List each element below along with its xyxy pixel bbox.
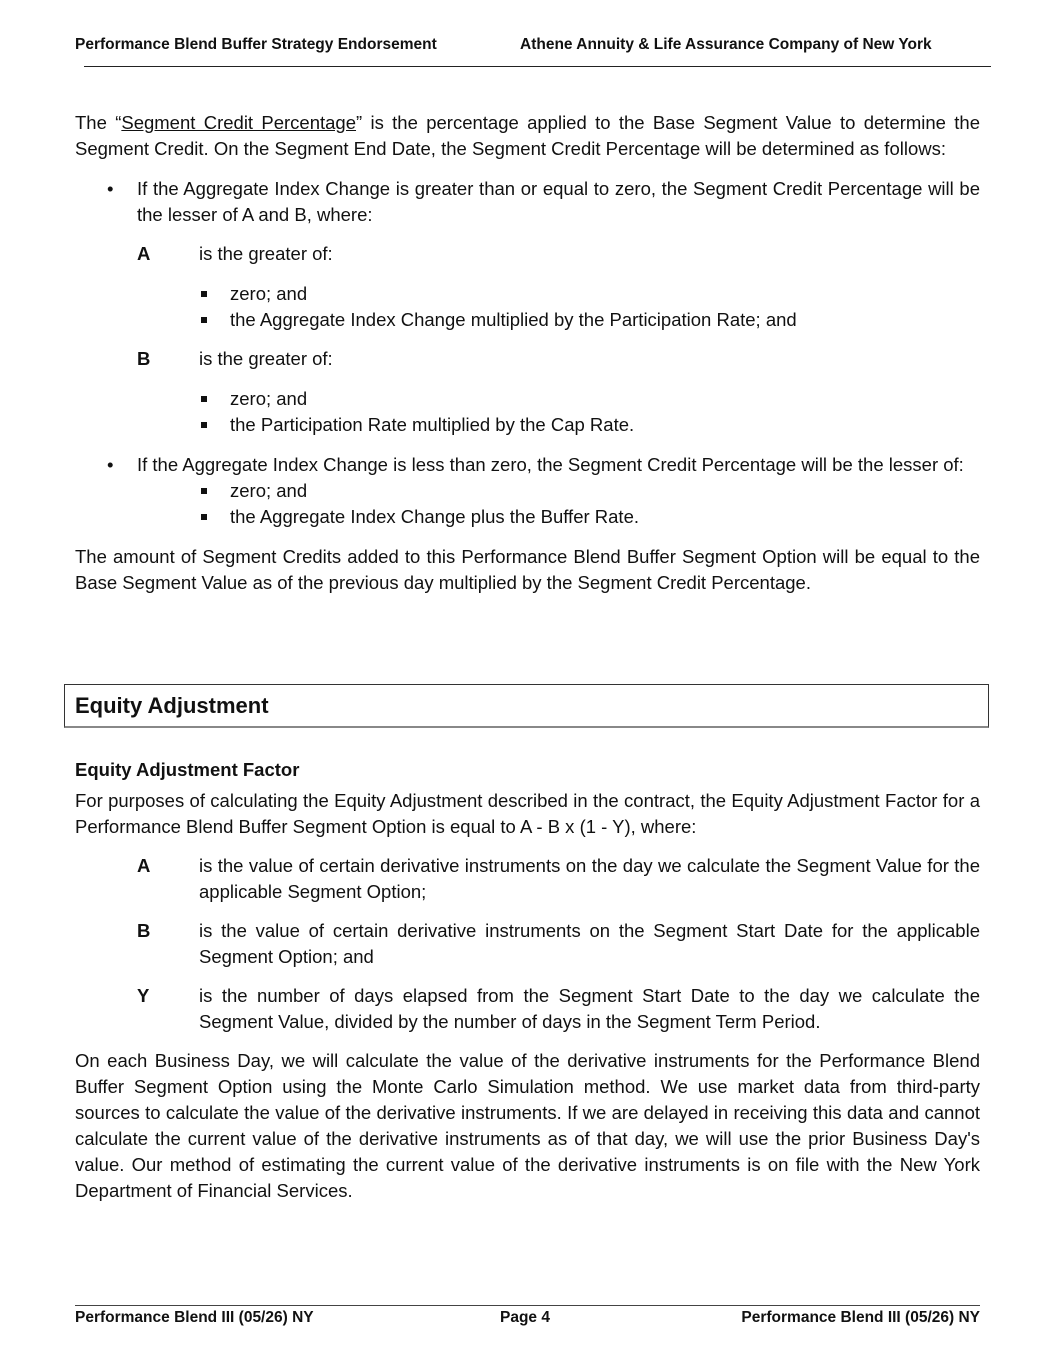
segment-credit-section bbox=[75, 110, 980, 596]
square-bullet-icon bbox=[201, 514, 207, 520]
list-item: the Aggregate Index Change plus the Buffer Rate. bbox=[75, 504, 980, 530]
square-bullet-icon bbox=[201, 422, 207, 428]
definition-term: Y bbox=[137, 985, 150, 1006]
list-item: the Participation Rate multiplied by the Cap Rate. bbox=[75, 412, 980, 438]
subheading: Equity Adjustment Factor bbox=[75, 759, 300, 780]
square-bullet-icon bbox=[201, 291, 207, 297]
header-divider bbox=[84, 66, 991, 67]
defined-term-segment-credit-percentage: Segment Credit Percentage bbox=[121, 112, 357, 133]
definition-term: A bbox=[137, 243, 151, 264]
definition-b: B is the value of certain derivative instruments on the Segment Start Date for the applicable Segment Option; and bbox=[137, 920, 980, 967]
bullet-icon: • bbox=[107, 454, 114, 475]
list-item: zero; and bbox=[75, 386, 980, 412]
segment-credit-paragraph: The amount of Segment Credits added to this Performance Blend Buffer Segment Option will be equal to the Base Segment Value as of the previous day multiplied by the Segment Credit Percentage. bbox=[75, 546, 980, 593]
intro-paragraph: The “Segment Credit Percentage” is the percentage applied to the Base Segment Value to determine the Segment Credit. On the Segment End Date, the Segment Credit Percentage will be determined as follows: bbox=[75, 112, 980, 159]
definition-term: B bbox=[137, 920, 151, 941]
definition-term: A bbox=[137, 855, 151, 876]
bullet-negative-change: • If the Aggregate Index Change is less than zero, the Segment Credit Percentage will be the lesser of: bbox=[75, 452, 980, 478]
bullet-icon: • bbox=[107, 178, 114, 199]
definition-b: B is the greater of: bbox=[75, 346, 980, 372]
header-document-title: Performance Blend Buffer Strategy Endorsement bbox=[75, 36, 437, 53]
page-number: Page 4 bbox=[500, 1309, 550, 1326]
square-bullet-icon bbox=[201, 488, 207, 494]
list-item: zero; and bbox=[75, 281, 980, 307]
equity-factor-intro: For purposes of calculating the Equity Adjustment described in the contract, the Equity Adjustment Factor for a Performance Blend Buffer Segment Option is equal to A - B x (1 - Y), where: bbox=[75, 790, 980, 837]
definition-y: Y is the number of days elapsed from the Segment Start Date to the day we calculate the Segment Value, divided by the number of days in the Segment Term Period. bbox=[137, 985, 980, 1032]
equity-adjustment-section bbox=[75, 757, 980, 1204]
footer-form-number-left: Performance Blend III (05/26) NY bbox=[75, 1309, 314, 1326]
closing-paragraph: On each Business Day, we will calculate the value of the derivative instruments for the Performance Blend Buffer Segment Option using the Monte Carlo Simulation method. We use market data from third-party sources to calculate the value of the derivative instruments. If we are delayed in receiving this data and cannot calculate the current value of the derivative instruments as of that day, we will use the prior Business Day's value. Our method of estimating the current value of the derivative instruments is on file with the New York Department of Financial Services. bbox=[75, 1050, 980, 1201]
list-item: zero; and bbox=[75, 478, 980, 504]
footer-form-number-right: Performance Blend III (05/26) NY bbox=[741, 1309, 980, 1326]
square-bullet-icon bbox=[201, 396, 207, 402]
square-bullet-icon bbox=[201, 317, 207, 323]
bullet-positive-change: • If the Aggregate Index Change is greater than or equal to zero, the Segment Credit Percentage will be the lesser of A and B, where: bbox=[107, 178, 980, 225]
section-heading-box bbox=[64, 684, 989, 728]
definition-a: A is the value of certain derivative instruments on the day we calculate the Segment Value for the applicable Segment Option; bbox=[137, 855, 980, 902]
section-title: Equity Adjustment bbox=[75, 693, 269, 718]
definition-term: B bbox=[137, 348, 151, 369]
list-item: the Aggregate Index Change multiplied by the Participation Rate; and bbox=[75, 307, 980, 333]
definition-a: A is the greater of: bbox=[75, 241, 980, 267]
footer-divider bbox=[75, 1305, 980, 1306]
header-company-name: Athene Annuity & Life Assurance Company of New York bbox=[520, 36, 932, 53]
